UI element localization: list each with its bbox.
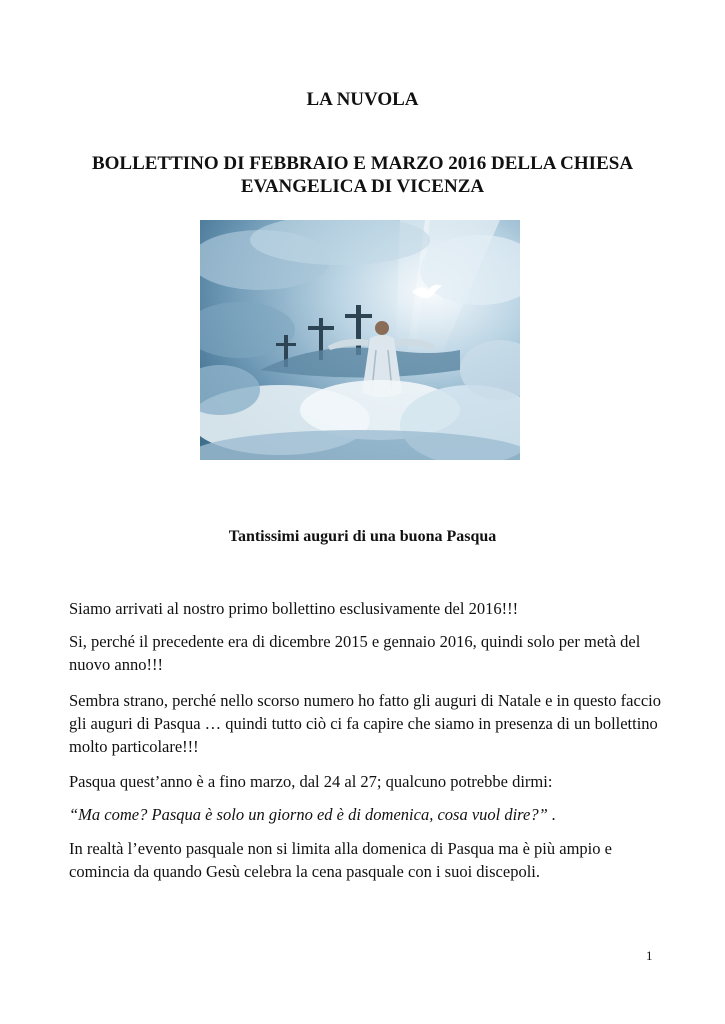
page-number: 1 — [646, 948, 653, 963]
paragraph-4: Pasqua quest’anno è a fino marzo, dal 24 al 27; qualcuno potrebbe dirmi: — [69, 772, 553, 791]
paragraph-6: In realtà l’evento pasquale non si limita alla domenica di Pasqua ma è più ampio e comincia da quando Gesù celebra la cena pasquale con i suoi discepoli. — [69, 839, 612, 881]
paragraph-3: Sembra strano, perché nello scorso numero ho fatto gli auguri di Natale e in questo faccio gli auguri di Pasqua … quindi tutto ciò ci fa capire che siamo in presenza di un bollettino molto particolare!!! — [69, 691, 661, 756]
paragraph-2: Si, perché il precedente era di dicembre 2015 e gennaio 2016, quindi solo per metà del nuovo anno!!! — [69, 632, 641, 674]
easter-clouds-image — [200, 220, 520, 460]
document-title: LA NUVOLA — [306, 89, 419, 110]
bulletin-title: BOLLETTINO DI FEBBRAIO E MARZO 2016 DELLA CHIESA EVANGELICA DI VICENZA — [91, 153, 634, 197]
paragraph-1: Siamo arrivati al nostro primo bollettino esclusivamente del 2016!!! — [69, 599, 519, 618]
quote-paragraph: “Ma come? Pasqua è solo un giorno ed è di domenica, cosa vuol dire?” . — [69, 805, 556, 824]
easter-greeting: Tantissimi auguri di una buona Pasqua — [228, 528, 497, 545]
